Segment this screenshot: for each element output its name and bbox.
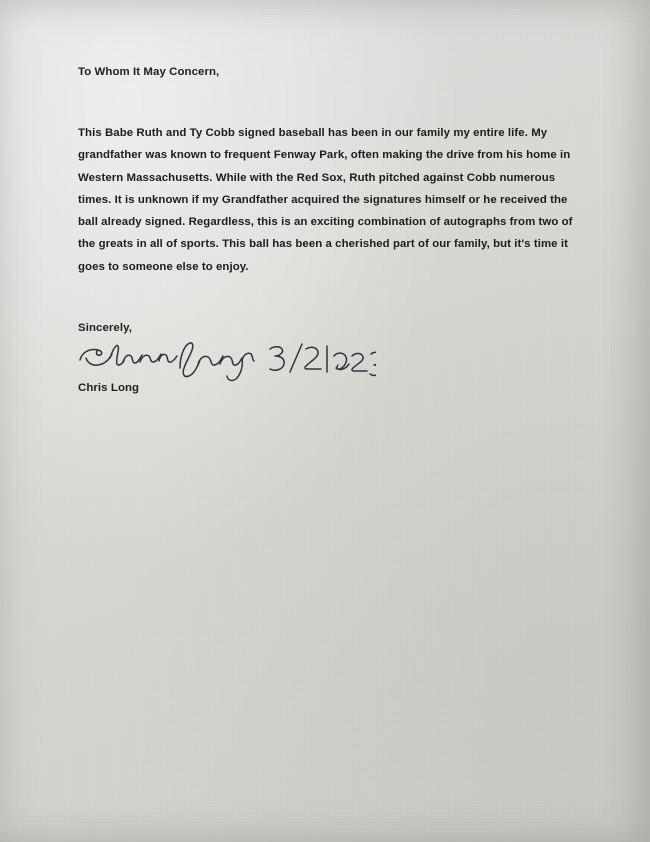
closing-line: Sincerely, xyxy=(78,322,132,335)
handwritten-signature xyxy=(76,338,376,384)
salutation-line: To Whom It May Concern, xyxy=(78,66,220,78)
letter-content xyxy=(78,66,573,394)
signer-printed-name: Chris Long xyxy=(78,382,140,395)
signature-area xyxy=(78,340,573,382)
letter-body-paragraph: This Babe Ruth and Ty Cobb signed baseball has been in our family my entire life. My grandfather was known to frequent Fenway Park, often making the drive from his home in Western Massachusetts. While with the Red Sox, Ruth pitched against Cobb numerous times. It is unknown if my Grandfather acquired the signatures himself or he received the ball already signed. Regardless, this is an exciting combination of autographs from two of the greats in all of sports. This ball has been a cherished part of our family, but it's time it goes to someone else to enjoy. xyxy=(78,127,573,273)
